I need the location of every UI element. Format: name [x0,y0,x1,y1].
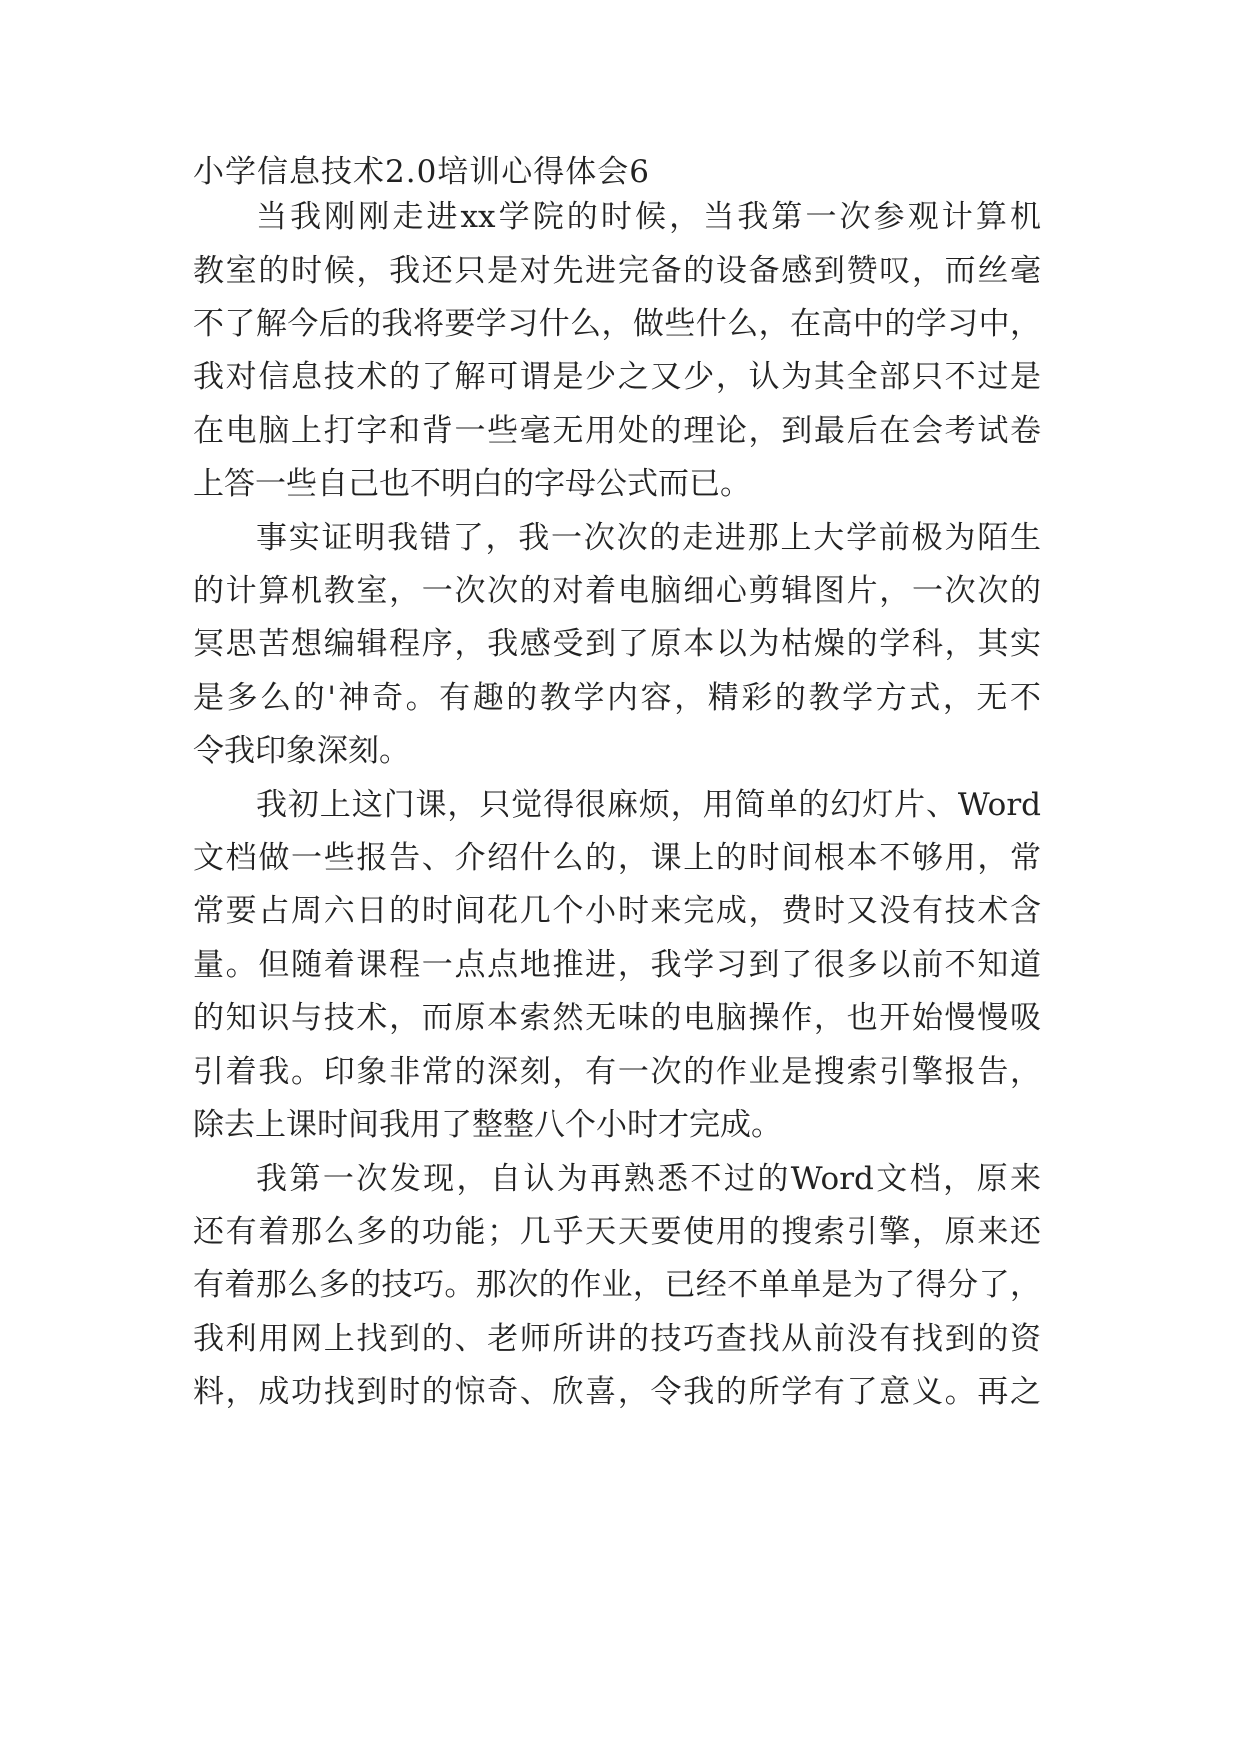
paragraph-line: 常要占周六日的时间花几个小时来完成，费时又没有技术含 [193,893,1041,929]
paragraph-line: 引着我。印象非常的深刻，有一次的作业是搜索引擎报告， [193,1054,1041,1090]
paragraph-line: 冥思苦想编辑程序，我感受到了原本以为枯燥的学科，其实 [193,626,1041,662]
paragraph-line: 我对信息技术的了解可谓是少之又少，认为其全部只不过是 [193,359,1041,395]
paragraph-line: 我利用网上找到的、老师所讲的技巧查找从前没有找到的资 [193,1321,1041,1357]
paragraph-line: 我初上这门课，只觉得很麻烦，用简单的幻灯片、Word [256,787,1041,823]
paragraph-line: 我第一次发现，自认为再熟悉不过的Word文档，原来 [256,1161,1041,1197]
paragraph-line: 除去上课时间我用了整整八个小时才完成。 [193,1107,782,1143]
paragraph-line: 还有着那么多的功能；几乎天天要使用的搜索引擎，原来还 [193,1214,1041,1250]
paragraph-line: 事实证明我错了，我一次次的走进那上大学前极为陌生 [256,520,1041,556]
paragraph-line: 的知识与技术，而原本索然无味的电脑操作，也开始慢慢吸 [193,1000,1041,1036]
paragraph-line: 不了解今后的我将要学习什么，做些什么，在高中的学习中， [193,306,1041,342]
paragraph-line: 是多么的'神奇。有趣的教学内容，精彩的教学方式，无不 [193,680,1041,716]
document-title: 小学信息技术2.0培训心得体会6 [193,154,651,190]
paragraph-line: 量。但随着课程一点点地推进，我学习到了很多以前不知道 [193,947,1041,983]
paragraph-line: 在电脑上打字和背一些毫无用处的理论，到最后在会考试卷 [193,413,1041,449]
paragraph-line: 令我印象深刻。 [193,733,410,769]
paragraph-line: 有着那么多的技巧。那次的作业，已经不单单是为了得分了， [193,1267,1041,1303]
paragraph-line: 文档做一些报告、介绍什么的，课上的时间根本不够用，常 [193,840,1041,876]
paragraph-line: 教室的时候，我还只是对先进完备的设备感到赞叹，而丝毫 [193,253,1041,289]
paragraph-line: 上答一些自己也不明白的字母公式而已。 [193,466,751,502]
paragraph-line: 的计算机教室，一次次的对着电脑细心剪辑图片，一次次的 [193,573,1041,609]
paragraph-line: 当我刚刚走进xx学院的时候，当我第一次参观计算机 [256,199,1041,235]
paragraph-line: 料，成功找到时的惊奇、欣喜，令我的所学有了意义。再之 [193,1374,1041,1410]
